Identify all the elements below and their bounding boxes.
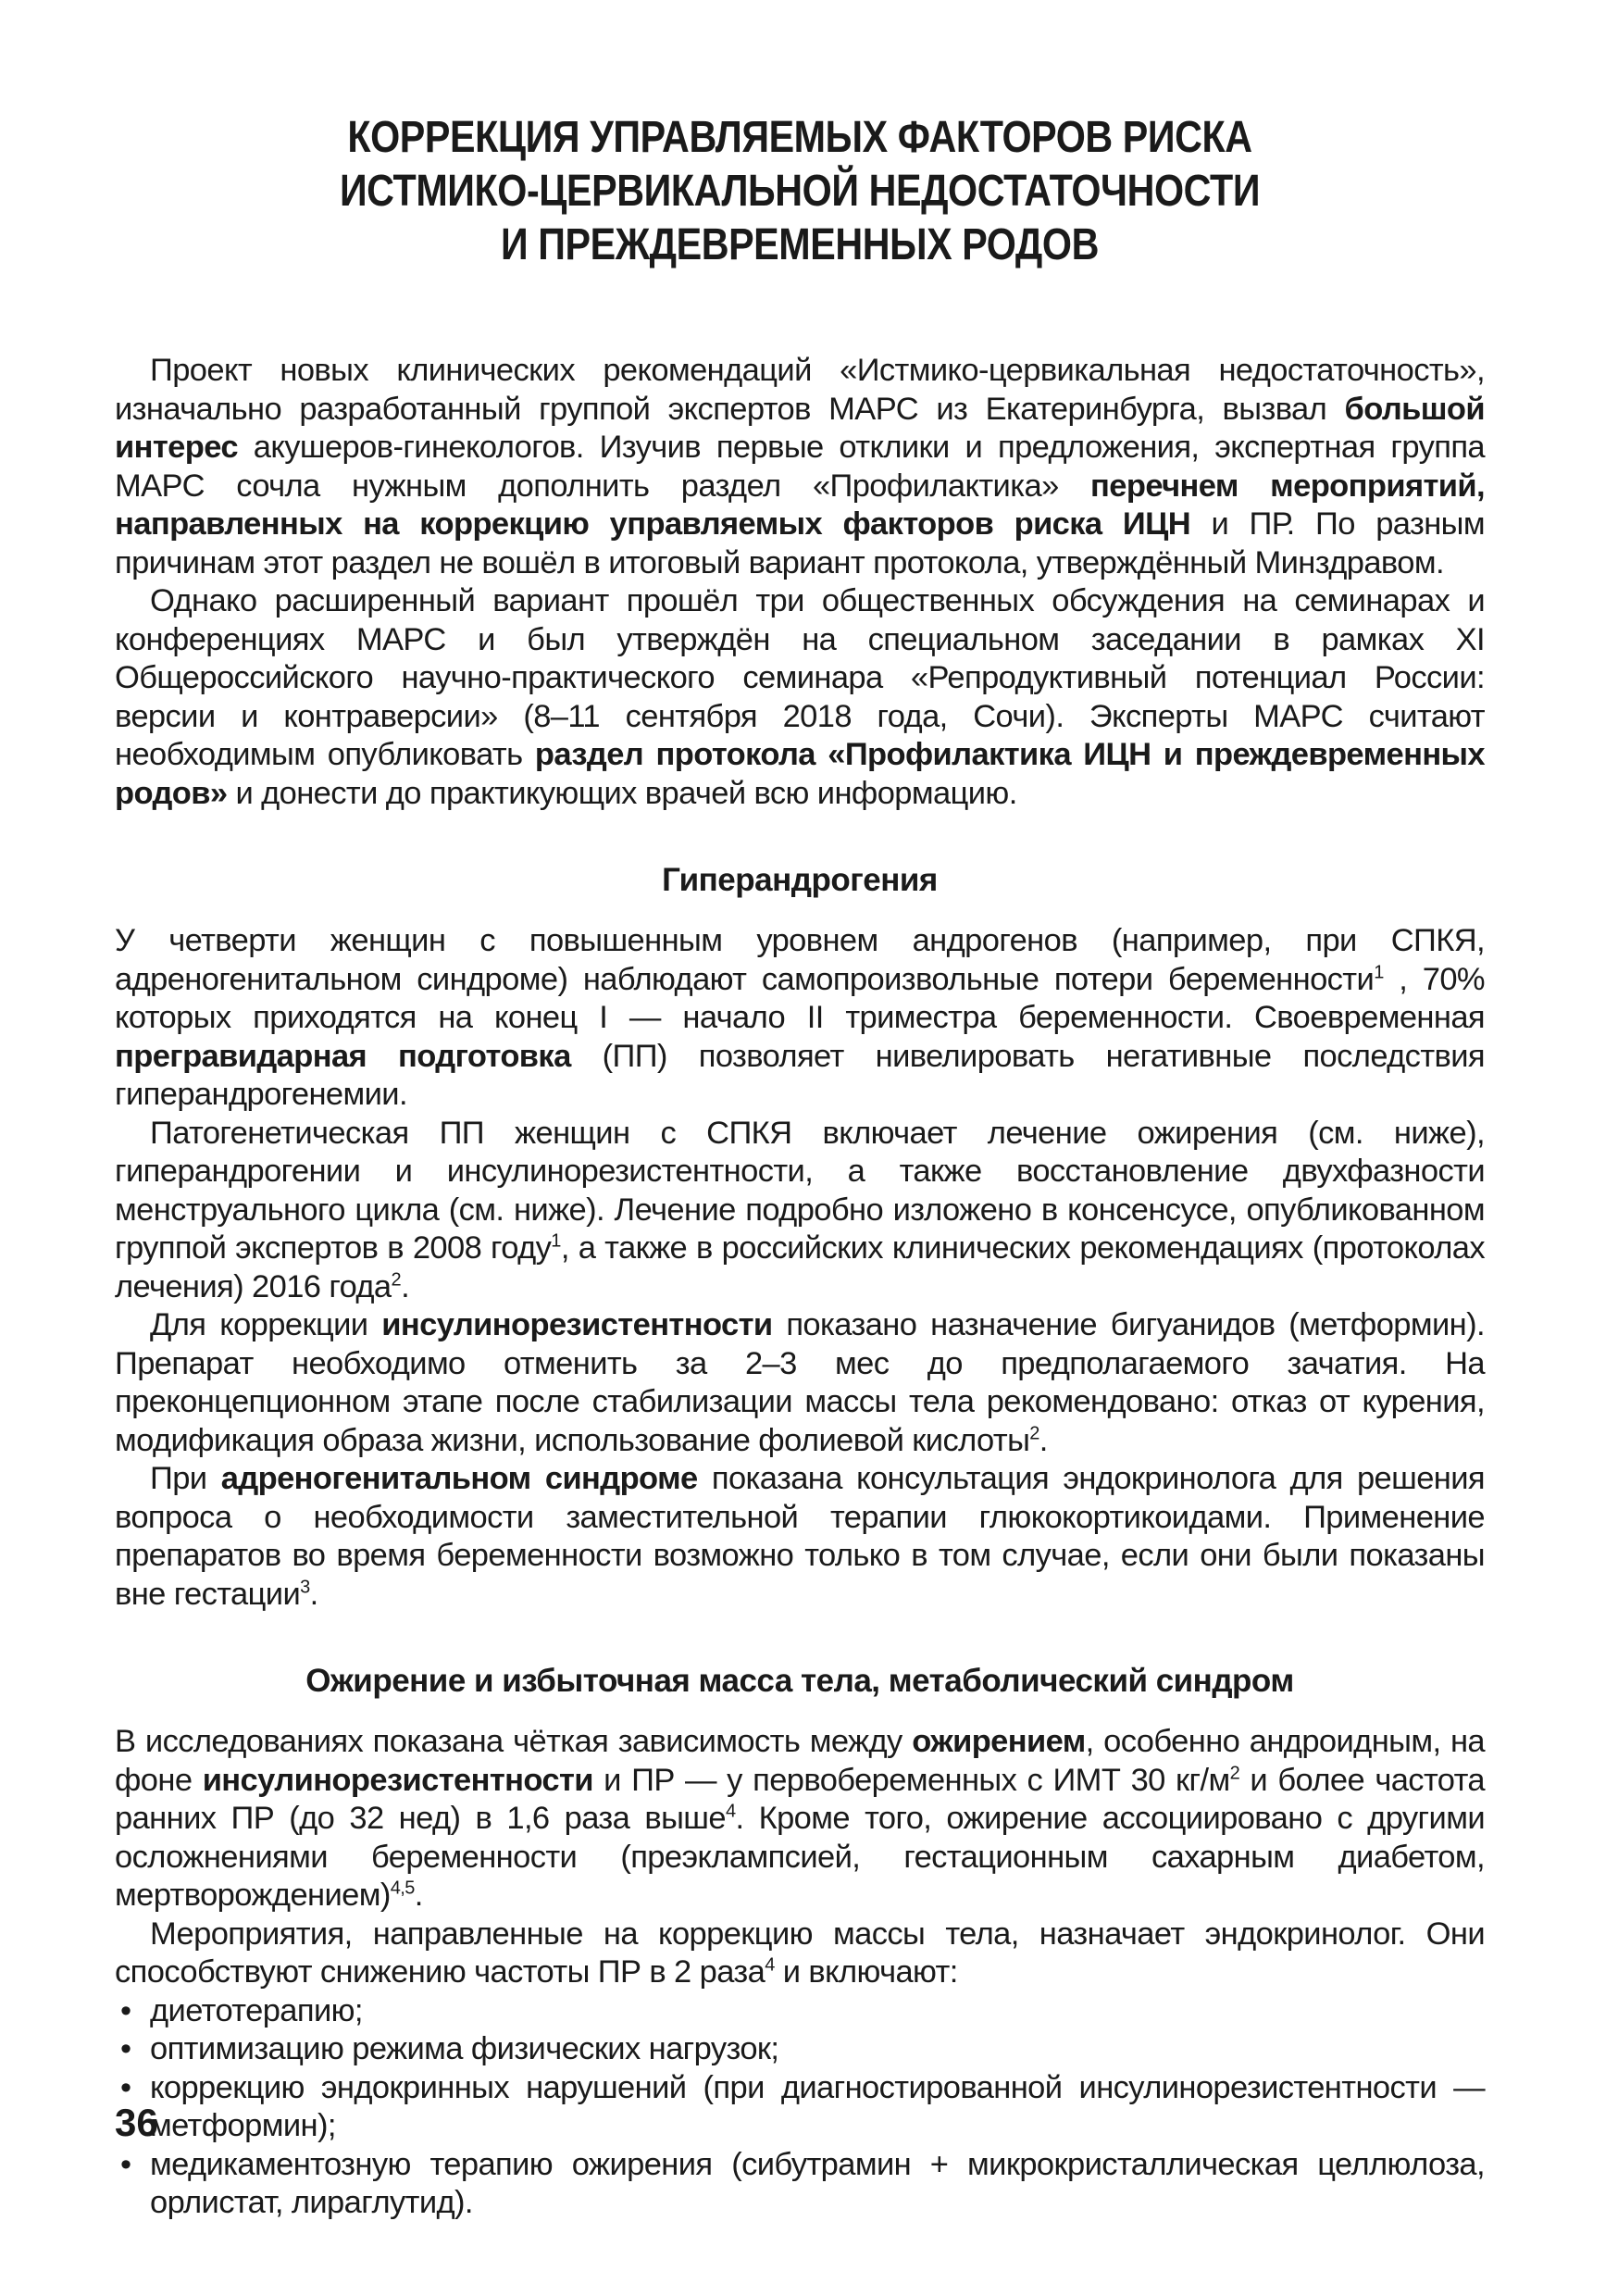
section-heading-obesity: Ожирение и избыточная масса тела, метаболический синдром	[305, 1663, 1294, 1699]
title-line-1: КОРРЕКЦИЯ УПРАВЛЯЕМЫХ ФАКТОРОВ РИСКА	[347, 113, 1252, 162]
page-title	[211, 111, 1389, 272]
intro-paragraph-1: Проект новых клинических рекомендаций «Истмико-цервикальная недостаточность», изначально разработанный группой экспертов МАРС из Екатеринбурга, вызвал большой интерес акушеров-гинекологов. Изучив первые отклики и предложения, экспертная группа МАРС сочла нужным дополнить раздел «Профилактика» перечнем мероприятий, направленных на коррекцию управляемых факторов риска ИЦН и ПР. По разным причинам этот раздел не вошёл в итоговый вариант протокола, утверждённый Минздравом.	[115, 353, 1485, 580]
bullet-icon: •	[120, 2031, 131, 2066]
measures-list	[115, 1992, 1485, 2223]
page-content	[115, 111, 1485, 2240]
section-heading-hyperandrogenism: Гиперандрогения	[662, 862, 938, 898]
hyperandrogenism-paragraph-2: Патогенетическая ПП женщин с СПКЯ включает лечение ожирения (см. ниже), гиперандрогении и инсулинорезистентности, а также восстановление двухфазности менструального цикла (см. ниже). Лечение подробно изложено в консенсусе, опубликованном группой экспертов в 2008 году$^1$, а также в российских клинических рекомендациях (протоколах лечения) 2016 года$^2$.	[115, 1115, 1485, 1304]
obesity-paragraph-1: В исследованиях показана чёткая зависимость между ожирением, особенно андроидным, на фоне инсулинорезистентности и ПР — у первобеременных с ИМТ 30 $кг/м^2$ и более частота ранних ПР (до 32 нед) в 1,6 раза выше$^4$. Кроме того, ожирение ассоциировано с другими осложнениями беременности (преэклампсией, гестационным сахарным диабетом, мертворождением)$^{4,5}$.	[115, 1724, 1486, 1913]
bullet-icon: •	[120, 2146, 131, 2182]
obesity-paragraph-2: Мероприятия, направленные на коррекцию массы тела, назначает эндокринолог. Они способствуют снижению частоты ПР в 2 раза$^4$ и включают:	[115, 1915, 1485, 1990]
hyperandrogenism-paragraph-1: У четверти женщин с повышенным уровнем андрогенов (например, при СПКЯ, адреногенитальном синдроме) наблюдают самопроизвольные потери беременности$^1$ , 70% которых приходятся на конец I — начало II триместра беременности. Своевременная прегравидарная подготовка (ПП) позволяет нивелировать негативные последствия гиперандрогенемии.	[115, 923, 1486, 1112]
hyperandrogenism-paragraph-4: При адреногенитальном синдроме показана консультация эндокринолога для решения вопроса о необходимости заместительной терапии глюкокортикоидами. Применение препаратов во время беременности возможно только в том случае, если они были показаны вне гестации$^3$.	[115, 1461, 1485, 1612]
list-item: • оптимизацию режима физических нагрузок;	[115, 2030, 1485, 2069]
intro-paragraph-2: Однако расширенный вариант прошёл три общественных обсуждения на семинарах и конференциях МАРС и был утверждён на специальном заседании в рамках XI Общероссийского научно-практического семинара «Репродуктивный потенциал России: версии и контраверсии» (8–11 сентября 2018 года, Сочи). Эксперты МАРС считают необходимым опубликовать раздел протокола «Профилактика ИЦН и преждевременных родов» и донести до практикующих врачей всю информацию.	[115, 583, 1486, 811]
page-number: 36	[115, 2101, 158, 2144]
list-item: • медикаментозную терапию ожирения (сибутрамин + микрокристаллическая целлюлоза, орлистат, лираглутид).	[120, 2146, 1485, 2220]
hyperandrogenism-paragraph-3: Для коррекции инсулинорезистентности показано назначение бигуанидов (метформин). Препарат необходимо отменить за 2–3 мес до предполагаемого зачатия. На преконцепционном этапе после стабилизации массы тела рекомендовано: отказ от курения, модификация образа жизни, использование фолиевой кислоты$^2$.	[115, 1307, 1485, 1458]
title-line-3: И ПРЕЖДЕВРЕМЕННЫХ РОДОВ	[501, 220, 1099, 269]
bullet-icon: •	[120, 2069, 131, 2105]
list-item: • диетотерапию;	[115, 1992, 1485, 2031]
bullet-icon: •	[120, 1992, 131, 2028]
title-line-2: ИСТМИКО-ЦЕРВИКАЛЬНОЙ НЕДОСТАТОЧНОСТИ	[339, 167, 1261, 216]
list-item: • коррекцию эндокринных нарушений (при диагностированной инсулинорезистентности — метформин);	[120, 2069, 1485, 2143]
